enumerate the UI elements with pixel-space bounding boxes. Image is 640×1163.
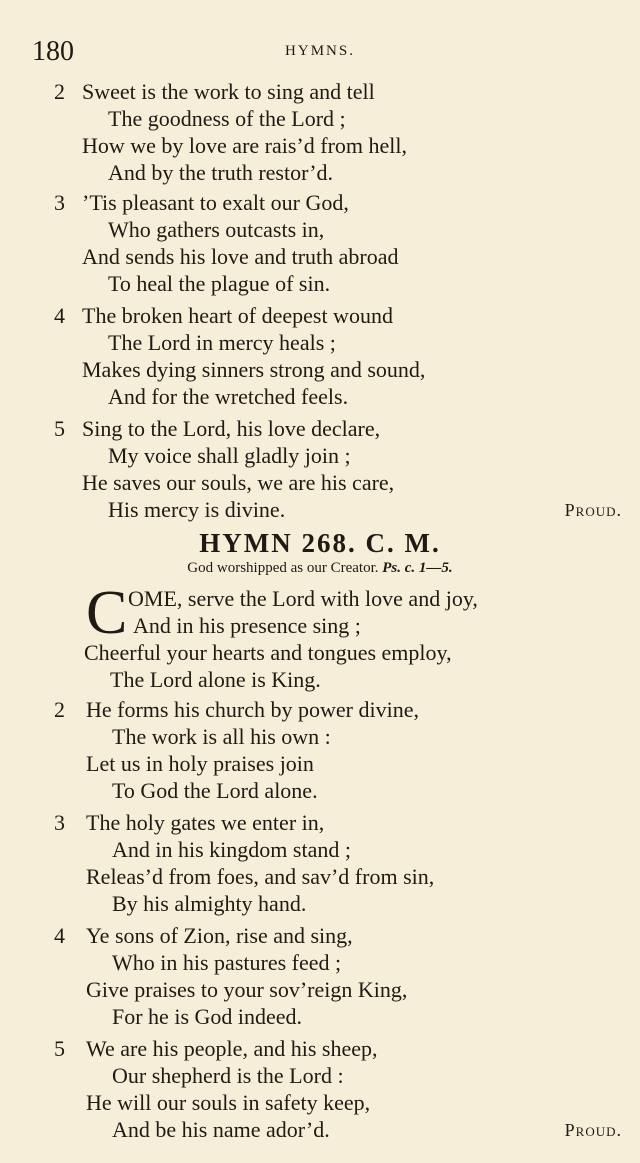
verse-line: To God the Lord alone.	[112, 778, 318, 803]
hymn-subtitle	[0, 560, 640, 577]
verse-line: The holy gates we enter in,	[86, 810, 325, 835]
verse-line: To heal the plague of sin.	[108, 271, 331, 296]
verse-line: My voice shall gladly join ;	[108, 443, 351, 468]
verse-line: He forms his church by power divine,	[86, 697, 419, 722]
verse-line: Sweet is the work to sing and tell	[82, 79, 375, 104]
verse-line: For he is God indeed.	[112, 1004, 303, 1029]
verse-line: Makes dying sinners strong and sound,	[82, 357, 426, 382]
verse-line: And sends his love and truth abroad	[82, 244, 399, 269]
verse-line: The work is all his own :	[112, 724, 331, 749]
page-header	[24, 36, 616, 68]
verse-line: And by the truth restor’d.	[108, 160, 334, 185]
verse-line: He will our souls in safety keep,	[86, 1090, 371, 1115]
verse-number: 2	[54, 697, 65, 722]
verse-number: 5	[54, 1036, 65, 1061]
verse-number: 3	[54, 810, 65, 835]
verse-line: The Lord alone is King.	[110, 667, 321, 692]
running-head: HYMNS.	[285, 43, 355, 59]
verse-line: We are his people, and his sheep,	[86, 1036, 378, 1061]
verse-line: Who in his pastures feed ;	[112, 950, 342, 975]
verse-line: And be his name ador’d.	[112, 1117, 330, 1142]
verse-line: Our shepherd is the Lord :	[112, 1063, 344, 1088]
verse-number: 4	[54, 303, 65, 328]
verse-line: Ye sons of Zion, rise and sing,	[86, 923, 353, 948]
verse-line: The goodness of the Lord ;	[108, 106, 346, 131]
page-number: 180	[32, 36, 74, 67]
verse-line: OME, serve the Lord with love and joy,	[128, 586, 478, 611]
drop-cap: C	[86, 579, 128, 647]
hymn-title: HYMN 268. C. M.	[199, 528, 441, 558]
verse-line: Sing to the Lord, his love declare,	[82, 416, 381, 441]
verse-line: Let us in holy praises join	[86, 751, 314, 776]
verse-line: The Lord in mercy heals ;	[108, 330, 336, 355]
tune-name: Proud.	[564, 1120, 622, 1140]
verse-line: Give praises to your sov’reign King,	[86, 977, 408, 1002]
verse-number: 4	[54, 923, 65, 948]
verse-line: How we by love are rais’d from hell,	[82, 133, 408, 158]
verse-line: And for the wretched feels.	[108, 384, 349, 409]
verse-line: The broken heart of deepest wound	[82, 303, 393, 328]
verse-line: Releas’d from foes, and sav’d from sin,	[86, 864, 435, 889]
verse-line: ’Tis pleasant to exalt our God,	[82, 190, 349, 215]
verse-line: He saves our souls, we are his care,	[82, 470, 395, 495]
verse-number: 3	[54, 190, 65, 215]
verse-number: 2	[54, 79, 65, 104]
verse-line: Who gathers outcasts in,	[108, 217, 325, 242]
verse-line: His mercy is divine.	[108, 497, 286, 522]
tune-name: Proud.	[564, 500, 622, 520]
verse-number: 5	[54, 416, 65, 441]
scripture-reference: Ps. c. 1—5.	[382, 560, 453, 576]
verse-line: And in his kingdom stand ;	[112, 837, 351, 862]
verse-line: Cheerful your hearts and tongues employ,	[84, 640, 452, 665]
verse-line: By his almighty hand.	[112, 891, 307, 916]
verse-line: And in his presence sing ;	[133, 613, 361, 638]
hymn-subtitle-text: God worshipped as our Creator.	[187, 560, 379, 576]
